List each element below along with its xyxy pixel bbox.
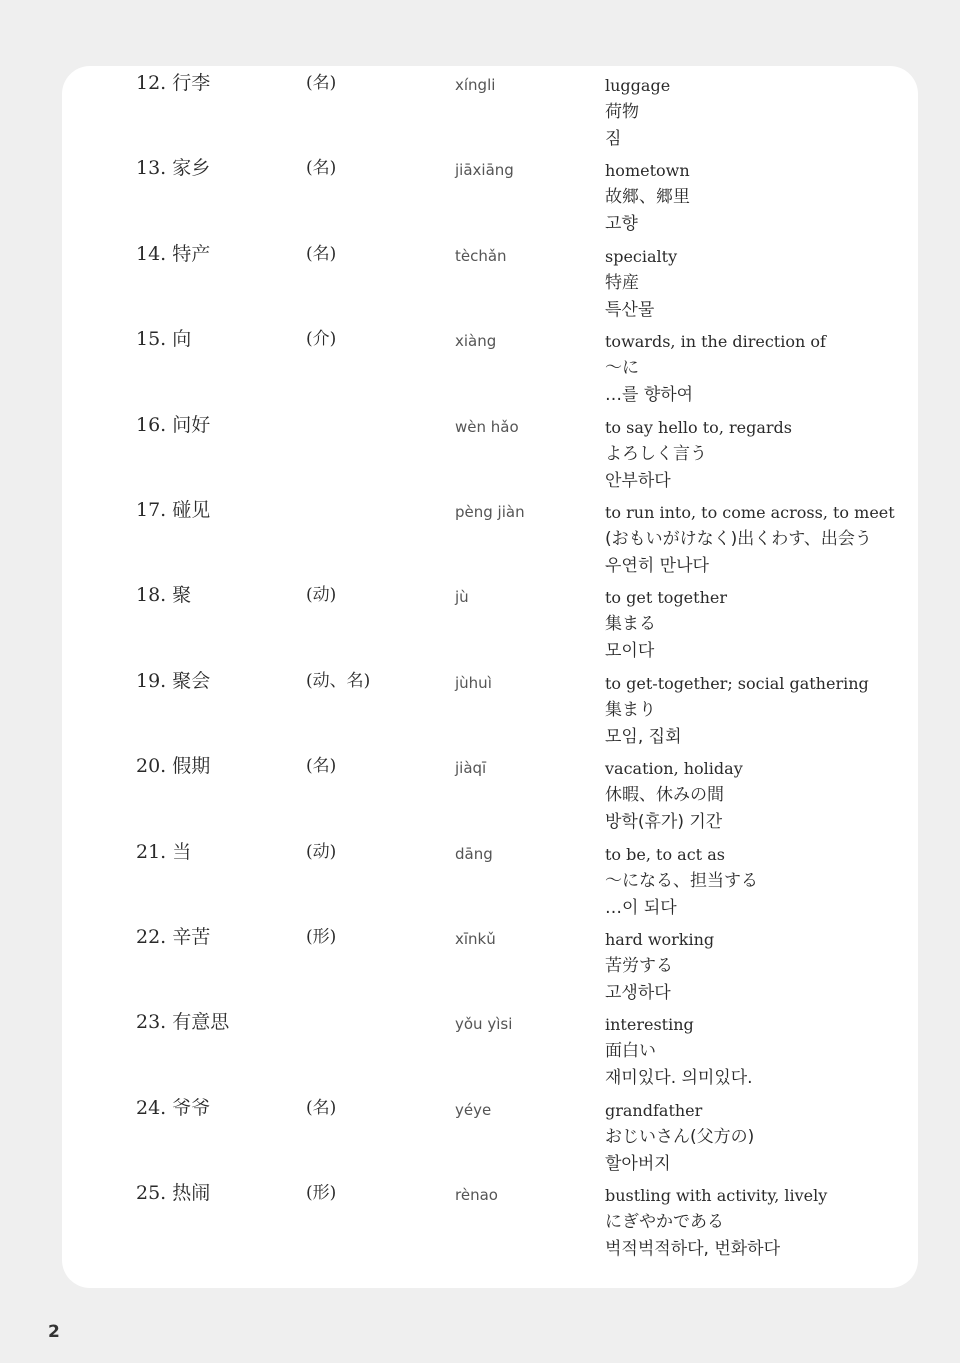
korean-definition: 고향	[605, 214, 638, 235]
japanese-definition: 特産	[605, 272, 639, 293]
english-definition: towards, in the direction of	[605, 332, 826, 352]
japanese-definition: 集まり	[605, 699, 656, 720]
korean-definition: 우연히 만나다	[605, 555, 709, 576]
vocab-entry-20	[62, 753, 960, 838]
japanese-definition: 故郷、郷里	[605, 187, 690, 208]
vocab-word: 24. 爷爷	[136, 1096, 211, 1119]
vocab-entry-21	[62, 839, 960, 924]
japanese-definition: 苦労する	[605, 955, 673, 976]
english-definition: to say hello to, regards	[605, 417, 792, 437]
part-of-speech: (动)	[306, 585, 337, 606]
pinyin: yéye	[455, 1100, 492, 1119]
korean-definition: …를 향하여	[605, 385, 694, 406]
pinyin: tèchǎn	[455, 246, 507, 265]
vocab-word: 25. 热闹	[136, 1182, 211, 1205]
korean-definition: 모임, 집회	[605, 726, 682, 747]
english-definition: interesting	[605, 1015, 694, 1035]
part-of-speech: (动)	[306, 841, 337, 862]
pinyin: jiāxiāng	[455, 161, 514, 180]
definitions	[605, 1182, 960, 1263]
vocab-entry-25	[62, 1180, 960, 1265]
korean-definition: 방학(휴가) 기간	[605, 812, 723, 833]
korean-definition: 할아버지	[605, 1153, 671, 1174]
vocab-word: 21. 当	[136, 840, 192, 863]
pinyin: xíngli	[455, 76, 496, 94]
japanese-definition: おじいさん(父方の)	[605, 1126, 755, 1147]
definitions	[605, 243, 960, 324]
vocabulary-list	[62, 70, 960, 1265]
pinyin: jùhuì	[455, 673, 492, 692]
japanese-definition: よろしく言う	[605, 443, 707, 464]
part-of-speech: (名)	[306, 73, 337, 93]
part-of-speech: (名)	[306, 1097, 337, 1118]
english-definition: to get together	[605, 588, 727, 608]
page-number: 2	[48, 1322, 60, 1342]
part-of-speech: (名)	[306, 158, 337, 179]
vocab-entry-24	[62, 1095, 960, 1180]
japanese-definition: にぎやかである	[605, 1212, 724, 1233]
korean-definition: 재미있다. 의미있다.	[605, 1068, 753, 1089]
pinyin: xīnkǔ	[455, 929, 496, 948]
definitions	[605, 584, 960, 665]
vocab-word: 17. 碰见	[136, 498, 211, 521]
korean-definition: 특산물	[605, 299, 655, 320]
vocab-entry-13	[62, 155, 960, 240]
korean-definition: …이 되다	[605, 897, 677, 918]
vocab-word: 23. 有意思	[136, 1011, 230, 1034]
part-of-speech: (介)	[306, 329, 337, 350]
pinyin: jù	[455, 588, 469, 607]
definitions	[605, 414, 960, 495]
vocab-word: 16. 问好	[136, 413, 211, 436]
definitions	[605, 499, 960, 580]
vocab-entry-15	[62, 326, 960, 411]
vocab-entry-22	[62, 924, 960, 1009]
definitions	[605, 328, 960, 409]
part-of-speech: (形)	[306, 926, 337, 947]
pinyin: yǒu yìsi	[455, 1015, 513, 1034]
pinyin: dāng	[455, 844, 493, 863]
part-of-speech: (名)	[306, 756, 337, 777]
japanese-definition: (おもいがけなく)出くわす、出会う	[605, 528, 872, 549]
japanese-definition: 休暇、休みの間	[605, 785, 724, 806]
pinyin: rènao	[455, 1186, 498, 1205]
vocab-word: 22. 辛苦	[136, 925, 211, 948]
part-of-speech: (形)	[306, 1183, 337, 1204]
pinyin: jiàqī	[455, 759, 487, 778]
korean-definition: 짐	[605, 129, 622, 149]
part-of-speech: (动、名)	[306, 670, 371, 691]
japanese-definition: 荷物	[605, 102, 639, 122]
english-definition: vacation, holiday	[605, 759, 743, 779]
content-panel	[62, 66, 918, 1288]
korean-definition: 벅적벅적하다, 번화하다	[605, 1239, 781, 1260]
vocab-word: 12. 行李	[136, 72, 211, 94]
vocab-word: 13. 家乡	[136, 157, 211, 180]
part-of-speech: (名)	[306, 243, 337, 264]
korean-definition: 안부하다	[605, 470, 671, 491]
definitions	[605, 841, 960, 922]
english-definition: luggage	[605, 76, 671, 95]
pinyin: xiàng	[455, 332, 497, 351]
definitions	[605, 670, 960, 751]
vocab-entry-14	[62, 241, 960, 326]
vocab-entry-18	[62, 582, 960, 667]
english-definition: to be, to act as	[605, 844, 725, 864]
pinyin: pèng jiàn	[455, 502, 525, 521]
vocab-entry-17	[62, 497, 960, 582]
vocab-entry-12	[62, 70, 960, 155]
japanese-definition: 集まる	[605, 614, 656, 635]
definitions	[605, 1011, 960, 1092]
vocab-entry-19	[62, 668, 960, 753]
definitions	[605, 926, 960, 1007]
vocab-word: 19. 聚会	[136, 669, 211, 692]
korean-definition: 고생하다	[605, 982, 671, 1003]
definitions	[605, 157, 960, 238]
vocab-word: 14. 特产	[136, 242, 211, 265]
definitions	[605, 1097, 960, 1178]
english-definition: hometown	[605, 161, 690, 181]
english-definition: to run into, to come across, to meet	[605, 502, 895, 522]
korean-definition: 모이다	[605, 641, 655, 662]
english-definition: bustling with activity, lively	[605, 1186, 828, 1206]
vocab-word: 18. 聚	[136, 584, 192, 607]
japanese-definition: ～になる、担当する	[605, 870, 758, 891]
english-definition: hard working	[605, 929, 715, 949]
vocab-word: 15. 向	[136, 328, 192, 351]
definitions	[605, 72, 960, 153]
english-definition: grandfather	[605, 1100, 703, 1120]
vocab-entry-16	[62, 412, 960, 497]
japanese-definition: ～に	[605, 358, 639, 379]
vocab-entry-23	[62, 1009, 960, 1094]
vocab-word: 20. 假期	[136, 755, 211, 778]
english-definition: specialty	[605, 246, 678, 266]
japanese-definition: 面白い	[605, 1041, 656, 1062]
definitions	[605, 755, 960, 836]
pinyin: wèn hǎo	[455, 417, 519, 436]
english-definition: to get-together; social gathering	[605, 673, 869, 693]
